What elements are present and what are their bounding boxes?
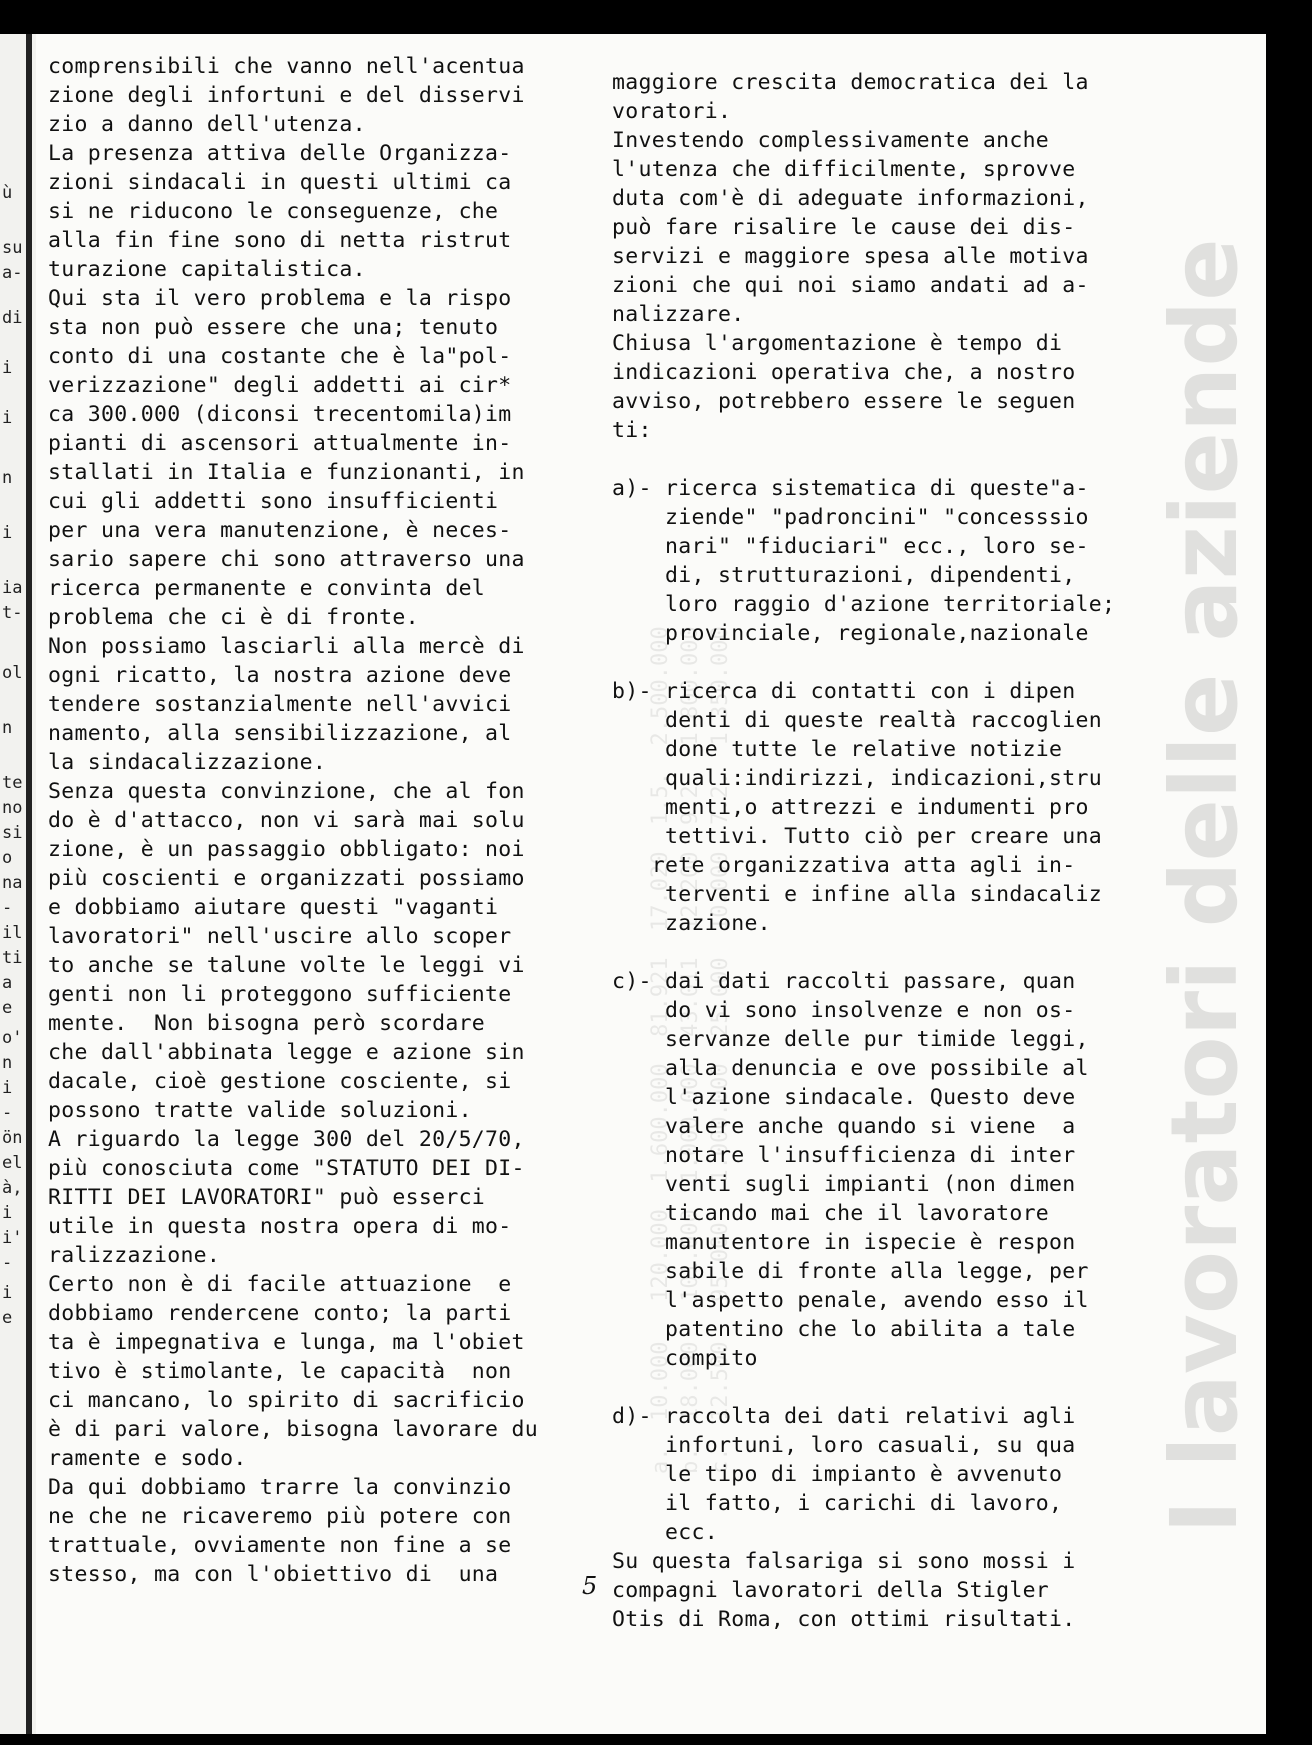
margin-fragment: i xyxy=(2,1283,13,1303)
text-line: duta com'è di adeguate informazioni, xyxy=(612,186,1089,211)
text-line: turazione capitalistica. xyxy=(48,257,366,282)
text-line: Senza questa convinzione, che al fon xyxy=(48,779,525,804)
text-line: ogni ricatto, la nostra azione deve xyxy=(48,663,512,688)
margin-fragment: n xyxy=(2,718,13,738)
margin-fragment: su xyxy=(2,238,23,258)
bleed-through-heading: I lavoratori delle aziende xyxy=(1151,238,1258,1534)
text-line: servizi e maggiore spesa alle motiva xyxy=(612,244,1089,269)
text-line: avviso, potrebbero essere le seguen xyxy=(612,389,1076,414)
text-line: dobbiamo rendercene conto; la parti xyxy=(48,1301,512,1326)
margin-fragment: ol xyxy=(2,663,23,683)
text-line: sabile di fronte alla legge, per xyxy=(612,1259,1089,1284)
text-line: Su questa falsariga si sono mossi i xyxy=(612,1549,1076,1574)
text-line xyxy=(612,648,1212,677)
text-line: terventi e infine alla sindacaliz xyxy=(612,882,1103,907)
text-line: compito xyxy=(612,1346,758,1371)
margin-fragment: i xyxy=(2,408,13,428)
margin-fragment: i xyxy=(2,1203,13,1223)
text-line: RITTI DEI LAVORATORI" può esserci xyxy=(48,1185,486,1210)
text-line: valere anche quando si viene a xyxy=(612,1114,1076,1139)
margin-fragment: - xyxy=(2,1103,13,1123)
text-line: loro raggio d'azione territoriale; xyxy=(612,592,1116,617)
left-text-column xyxy=(48,52,628,1589)
text-line: quali:indirizzi, indicazioni,stru xyxy=(612,766,1103,791)
margin-fragment: il xyxy=(2,923,23,943)
text-line: le tipo di impianto è avvenuto xyxy=(612,1462,1063,1487)
text-line: do vi sono insolvenze e non os- xyxy=(612,998,1076,1023)
text-line: pianti di ascensori attualmente in- xyxy=(48,431,512,456)
text-line: ci mancano, lo spirito di sacrificio xyxy=(48,1388,525,1413)
text-line: zio a danno dell'utenza. xyxy=(48,112,366,137)
text-line: do è d'attacco, non vi sarà mai solu xyxy=(48,808,525,833)
text-line: La presenza attiva delle Organizza- xyxy=(48,141,512,166)
margin-fragment: a- xyxy=(2,263,23,283)
text-line: comprensibili che vanno nell'acentua xyxy=(48,54,525,79)
text-line: trattuale, ovviamente non fine a se xyxy=(48,1533,512,1558)
text-line: ti: xyxy=(612,418,652,443)
text-line: di, strutturazioni, dipendenti, xyxy=(612,563,1076,588)
margin-fragment: si xyxy=(2,823,23,843)
margin-fragment: à, xyxy=(2,1178,23,1198)
text-line: alla denuncia e ove possibile al xyxy=(612,1056,1089,1081)
text-line xyxy=(612,445,1212,474)
margin-fragment: di xyxy=(2,308,23,328)
text-line: conto di una costante che è la"pol- xyxy=(48,344,512,369)
margin-fragment: i xyxy=(2,358,13,378)
text-line: compagni lavoratori della Stigler xyxy=(612,1578,1050,1603)
text-line: il fatto, i carichi di lavoro, xyxy=(612,1491,1063,1516)
text-line: Investendo complessivamente anche xyxy=(612,128,1050,153)
text-line xyxy=(612,938,1212,967)
text-line: denti di queste realtà raccoglien xyxy=(612,708,1103,733)
text-line: la sindacalizzazione. xyxy=(48,750,327,775)
text-line: ecc. xyxy=(612,1520,718,1545)
text-line: d)- raccolta dei dati relativi agli xyxy=(612,1404,1076,1429)
text-line: cui gli addetti sono insufficienti xyxy=(48,489,499,514)
margin-fragment: - xyxy=(2,1253,13,1273)
text-line: più conosciuta come "STATUTO DEI DI- xyxy=(48,1156,525,1181)
text-line: è di pari valore, bisogna lavorare du xyxy=(48,1417,539,1442)
margin-fragment: n xyxy=(2,468,13,488)
margin-fragment: a xyxy=(2,973,13,993)
text-line: a)- ricerca sistematica di queste"a- xyxy=(612,476,1089,501)
text-line: tettivi. Tutto ciò per creare una xyxy=(612,824,1103,849)
text-line: c)- dai dati raccolti passare, quan xyxy=(612,969,1076,994)
text-line: alla fin fine sono di netta ristrut xyxy=(48,228,512,253)
text-line: l'utenza che difficilmente, sprovve xyxy=(612,157,1076,182)
text-line: servanze delle pur timide leggi, xyxy=(612,1027,1089,1052)
margin-fragment: ön xyxy=(2,1128,23,1148)
text-line xyxy=(612,1373,1212,1402)
text-line: ralizzazione. xyxy=(48,1243,221,1268)
text-line: zione, è un passaggio obbligato: noi xyxy=(48,837,525,862)
text-line: e dobbiamo aiutare questi "vaganti xyxy=(48,895,499,920)
binding-spine xyxy=(26,34,32,1734)
text-line: tendere sostanzialmente nell'avvici xyxy=(48,692,512,717)
text-line: lavoratori" nell'uscire allo scoper xyxy=(48,924,512,949)
text-line: Da qui dobbiamo trarre la convinzio xyxy=(48,1475,512,1500)
text-line: rete organizzativa atta agli in- xyxy=(612,853,1076,878)
text-line: provinciale, regionale,nazionale xyxy=(612,621,1089,646)
text-line: patentino che lo abilita a tale xyxy=(612,1317,1076,1342)
text-line: sta non può essere che una; tenuto xyxy=(48,315,499,340)
margin-fragment: el xyxy=(2,1153,23,1173)
text-line: stallati in Italia e funzionanti, in xyxy=(48,460,525,485)
text-line: Otis di Roma, con ottimi risultati. xyxy=(612,1607,1076,1632)
text-line: venti sugli impianti (non dimen xyxy=(612,1172,1076,1197)
text-line: Certo non è di facile attuazione e xyxy=(48,1272,512,1297)
text-line: notare l'insufficienza di inter xyxy=(612,1143,1076,1168)
margin-fragment: i xyxy=(2,523,13,543)
margin-fragment: i' xyxy=(2,1228,23,1248)
bleed-through-text: a. 10.000 120.000 1.600.000 81.921 17.020 1.5. 2.500.000 b. 18.000 101.000 1.000.000 43.011 12.200 9.2. 1.800.000 c. 12.500 95.000 1.000.000 25.000 10.000 7.2. 1.350.000 xyxy=(648,626,733,1474)
text-line: nalizzare. xyxy=(612,302,745,327)
margin-fragment: e xyxy=(2,998,13,1018)
text-line: manutentore in ispecie è respon xyxy=(612,1230,1076,1255)
text-line: Non possiamo lasciarli alla mercè di xyxy=(48,634,525,659)
margin-fragment: ù xyxy=(2,183,13,203)
text-line: nari" "fiduciari" ecc., loro se- xyxy=(612,534,1089,559)
margin-fragment: ti xyxy=(2,948,23,968)
text-line: tivo è stimolante, le capacità non xyxy=(48,1359,512,1384)
text-line: utile in questa nostra opera di mo- xyxy=(48,1214,512,1239)
margin-fragment: o' xyxy=(2,1028,23,1048)
margin-fragment: na xyxy=(2,873,23,893)
text-line: l'aspetto penale, avendo esso il xyxy=(612,1288,1089,1313)
text-line: done tutte le relative notizie xyxy=(612,737,1063,762)
text-line: dacale, cioè gestione cosciente, si xyxy=(48,1069,512,1094)
margin-fragment: - xyxy=(2,898,13,918)
text-line: zione degli infortuni e del disservi xyxy=(48,83,525,108)
text-line: A riguardo la legge 300 del 20/5/70, xyxy=(48,1127,525,1152)
margin-fragment: i xyxy=(2,1078,13,1098)
margin-fragment: e xyxy=(2,1308,13,1328)
margin-fragment: te xyxy=(2,773,23,793)
text-line: genti non li proteggono sufficiente xyxy=(48,982,512,1007)
text-line: ne che ne ricaveremo più potere con xyxy=(48,1504,512,1529)
text-line: l'azione sindacale. Questo deve xyxy=(612,1085,1076,1110)
text-line: indicazioni operativa che, a nostro xyxy=(612,360,1076,385)
right-text-column xyxy=(612,68,1212,1634)
page-number: 5 xyxy=(582,1572,598,1600)
text-line: infortuni, loro casuali, su qua xyxy=(612,1433,1076,1458)
text-line: Qui sta il vero problema e la rispo xyxy=(48,286,512,311)
text-line: sario sapere chi sono attraverso una xyxy=(48,547,525,572)
margin-fragment: ia xyxy=(2,578,23,598)
text-line: ca 300.000 (diconsi trecentomila)im xyxy=(48,402,512,427)
text-line: si ne riducono le conseguenze, che xyxy=(48,199,499,224)
adjacent-page-edge xyxy=(0,34,36,1734)
text-line: ticando mai che il lavoratore xyxy=(612,1201,1050,1226)
text-line: zioni sindacali in questi ultimi ca xyxy=(48,170,512,195)
text-line: stesso, ma con l'obiettivo di una xyxy=(48,1562,499,1587)
text-line: può fare risalire le cause dei dis- xyxy=(612,215,1076,240)
text-line: più coscienti e organizzati possiamo xyxy=(48,866,525,891)
margin-fragment: n xyxy=(2,1053,13,1073)
text-line: ta è impegnativa e lunga, ma l'obiet xyxy=(48,1330,525,1355)
margin-fragment: o xyxy=(2,848,13,868)
text-line: maggiore crescita democratica dei la xyxy=(612,70,1089,95)
text-line: voratori. xyxy=(612,99,732,124)
margin-fragment: no xyxy=(2,798,23,818)
text-line: possono tratte valide soluzioni. xyxy=(48,1098,472,1123)
text-line: problema che ci è di fronte. xyxy=(48,605,419,630)
text-line: ziende" "padroncini" "concesssio xyxy=(612,505,1089,530)
text-line: to anche se talune volte le leggi vi xyxy=(48,953,525,978)
text-line: verizzazione" degli addetti ai cir* xyxy=(48,373,512,398)
text-line: che dall'abbinata legge e azione sin xyxy=(48,1040,525,1065)
text-line: namento, alla sensibilizzazione, al xyxy=(48,721,512,746)
text-line: Chiusa l'argomentazione è tempo di xyxy=(612,331,1063,356)
margin-fragment: t- xyxy=(2,603,23,623)
text-line: b)- ricerca di contatti con i dipen xyxy=(612,679,1076,704)
text-line: ramente e sodo. xyxy=(48,1446,247,1471)
text-line: menti,o attrezzi e indumenti pro xyxy=(612,795,1089,820)
text-line: zioni che qui noi siamo andati ad a- xyxy=(612,273,1089,298)
text-line: mente. Non bisogna però scordare xyxy=(48,1011,486,1036)
text-line: zazione. xyxy=(612,911,771,936)
text-line: per una vera manutenzione, è neces- xyxy=(48,518,512,543)
text-line: ricerca permanente e convinta del xyxy=(48,576,486,601)
